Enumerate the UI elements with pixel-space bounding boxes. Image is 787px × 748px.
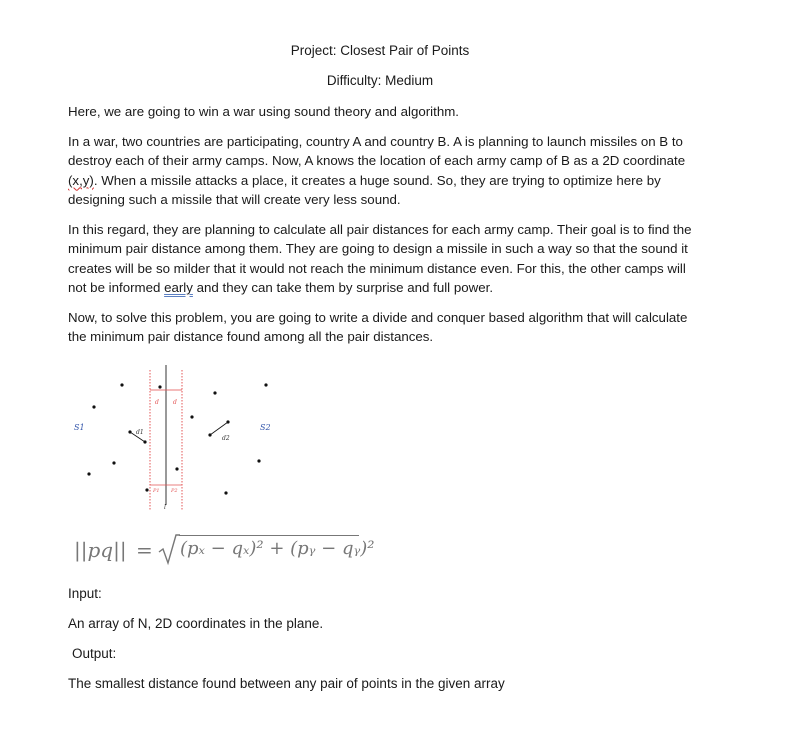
closest-pair-diagram [60,360,290,515]
label-p2: P2 [171,488,178,494]
d2-segment [210,422,228,435]
point [190,415,193,418]
label-p1: P1 [153,488,160,494]
input-description: An array of N, 2D coordinates in the plane. [68,616,324,631]
point [224,491,227,494]
label-d-right: d [173,399,177,406]
label-s2: S2 [260,423,271,432]
formula-equals: = [136,538,153,562]
point [264,383,267,386]
early-word: early [164,279,193,295]
input-label: Input: [68,586,102,601]
goal-text-b: and they can take them by surprise and full power. [192,279,494,295]
problem-paragraph [68,132,698,209]
point [175,467,178,470]
label-d2: d2 [222,435,230,442]
formula-lhs: ||pq|| [74,538,127,562]
point [120,383,123,386]
output-description: The smallest distance found between any pair of points in the given array [68,676,505,691]
problem-text-a: In a war, two countries are participating, country A and country B. A is planning to launch missiles on B to destroy each of their army camps. Now, A knows the location of each army camp of B as a 2D coordinate [68,134,686,169]
intro-paragraph: Here, we are going to win a war using sound theory and algorithm. [68,104,459,119]
output-label: Output: [72,646,117,661]
distance-formula [74,530,375,570]
project-title: Project: Closest Pair of Points [290,43,470,58]
point [112,461,115,464]
problem-text-b: . When a missile attacks a place, it creates a huge sound. So, they are trying to optimize here by designing such a missile that will create very less sound. [68,172,661,207]
sqrt-vinculum [179,535,359,536]
label-l: l [164,504,166,511]
formula-radicand: (pₓ − qₓ)² + (pᵧ − qᵧ)² [180,538,375,559]
point [145,488,148,491]
goal-text-a: In this regard, they are planning to calculate all pair distances for each army camp. Their goal is to find the minimum pair distance among them. They are going to design a missile in such a way so that the sound it creates will be so milder that it would not reach the minimum distance even. For this, the other camps will not be informed [68,222,692,295]
label-d1: d1 [136,429,144,436]
coordinate-notation: (x,y) [68,172,94,188]
label-d-left: d [155,399,159,406]
sqrt-symbol [158,532,180,566]
point [257,459,260,462]
task-paragraph: Now, to solve this problem, you are going to write a divide and conquer based algorithm that will calculate the minimum pair distance found among all the pair distances. [68,310,688,345]
goal-paragraph [68,220,698,297]
point [92,405,95,408]
difficulty-label: Difficulty: Medium [326,73,434,88]
point [87,472,90,475]
point [158,385,161,388]
label-s1: S1 [74,423,85,432]
point [213,391,216,394]
